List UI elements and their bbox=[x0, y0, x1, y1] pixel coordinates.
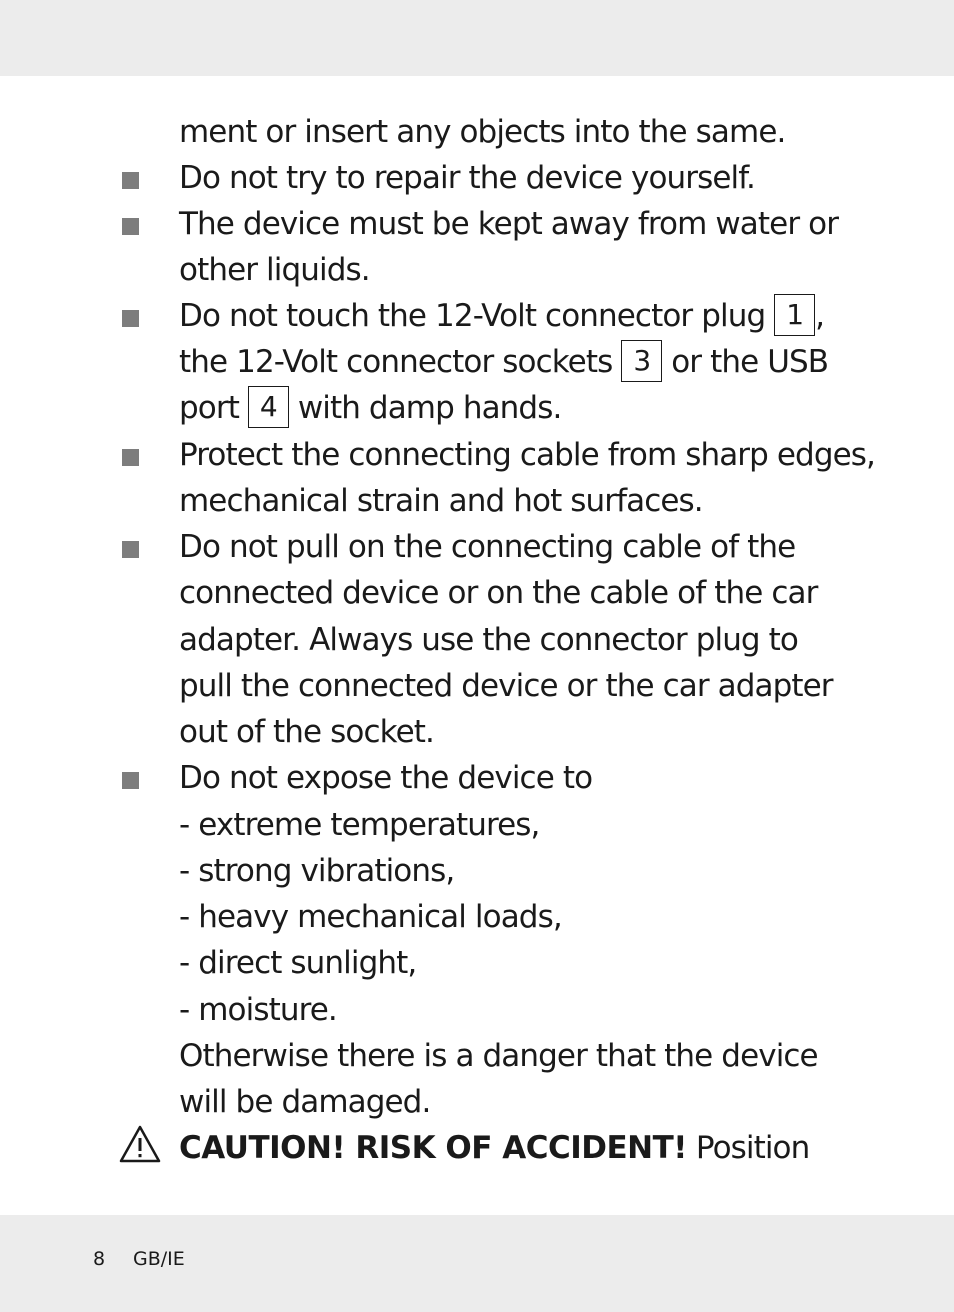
warning-triangle-icon bbox=[118, 1124, 162, 1164]
text-line: - extreme temperatures, bbox=[179, 807, 540, 843]
text-segment: , bbox=[815, 298, 825, 334]
text-segment: with damp hands. bbox=[297, 390, 562, 426]
text-line: - moisture. bbox=[179, 992, 337, 1028]
reference-number-box: 1 bbox=[774, 294, 815, 336]
text-line: The device must be kept away from water or bbox=[179, 206, 839, 242]
language-code: GB/IE bbox=[133, 1248, 185, 1270]
text-line: Do not try to repair the device yourself. bbox=[179, 160, 755, 196]
text-line: mechanical strain and hot surfaces. bbox=[179, 483, 703, 519]
bullet-square-icon bbox=[122, 310, 139, 327]
text-line: - direct sunlight, bbox=[179, 945, 417, 981]
bullet-square-icon bbox=[122, 172, 139, 189]
bullet-square-icon bbox=[122, 772, 139, 789]
text-line: ment or insert any objects into the same. bbox=[179, 114, 786, 150]
text-line: out of the socket. bbox=[179, 714, 434, 750]
text-line bbox=[179, 293, 824, 339]
text-segment: Do not touch the 12-Volt connector plug bbox=[179, 298, 766, 334]
text-line bbox=[179, 385, 561, 431]
text-line: pull the connected device or the car adapter bbox=[179, 668, 833, 704]
text-segment: the 12-Volt connector sockets bbox=[179, 344, 613, 380]
text-line: Protect the connecting cable from sharp edges, bbox=[179, 437, 875, 473]
reference-number-box: 3 bbox=[621, 340, 662, 382]
text-line: connected device or on the cable of the car bbox=[179, 575, 818, 611]
text-line: Do not pull on the connecting cable of the bbox=[179, 529, 796, 565]
bullet-square-icon bbox=[122, 541, 139, 558]
text-line: will be damaged. bbox=[179, 1084, 431, 1120]
text-line: other liquids. bbox=[179, 252, 370, 288]
text-line: Otherwise there is a danger that the device bbox=[179, 1038, 818, 1074]
page-number: 8 bbox=[93, 1248, 106, 1270]
caution-line bbox=[179, 1125, 809, 1171]
text-segment: or the USB bbox=[671, 344, 829, 380]
text-line: - strong vibrations, bbox=[179, 853, 455, 889]
bullet-square-icon bbox=[122, 218, 139, 235]
text-segment: port bbox=[179, 390, 239, 426]
header-band bbox=[0, 0, 954, 76]
text-segment: Position bbox=[695, 1130, 810, 1166]
text-line: adapter. Always use the connector plug to bbox=[179, 622, 798, 658]
reference-number-box: 4 bbox=[248, 386, 289, 428]
caution-heading: CAUTION! RISK OF ACCIDENT! bbox=[179, 1130, 687, 1166]
bullet-square-icon bbox=[122, 449, 139, 466]
text-line: Do not expose the device to bbox=[179, 760, 593, 796]
text-line: - heavy mechanical loads, bbox=[179, 899, 562, 935]
text-line bbox=[179, 339, 828, 385]
